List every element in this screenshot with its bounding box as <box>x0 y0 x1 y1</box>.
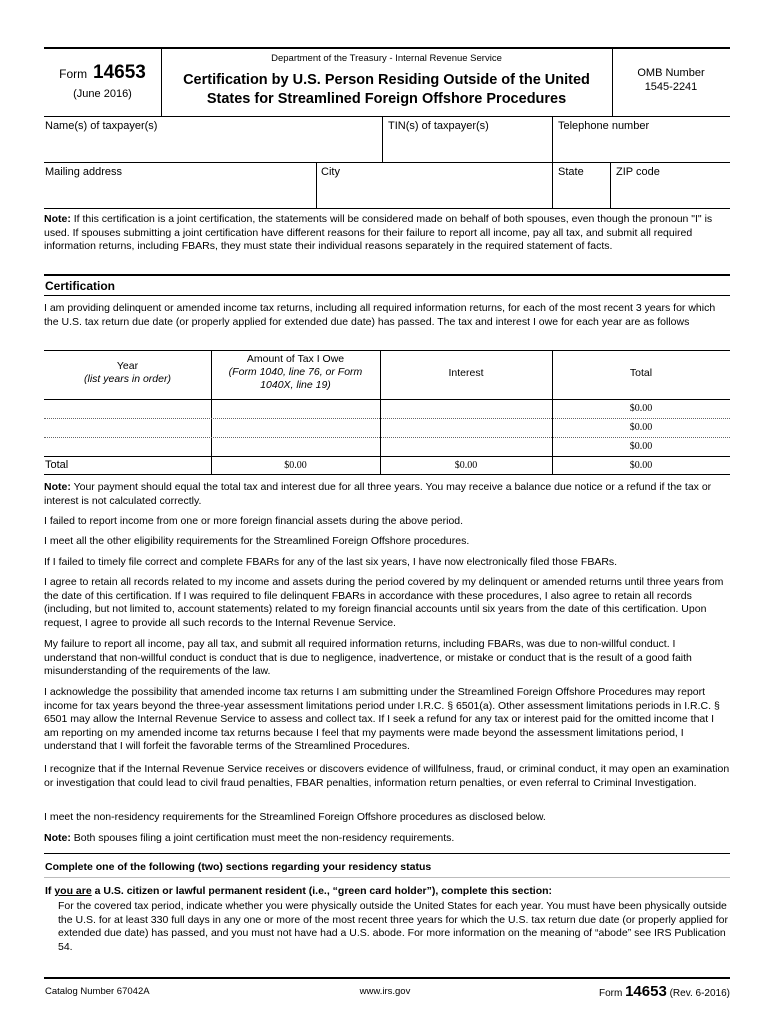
citizen-section-text: For the covered tax period, indicate whether you were physically outside the United States for each year. You must have been physically outside the U.S. for at least 330 full days in any one or more of the most recent three years for which the U.S. tax return due date (or properly applied for extended due date) has passed, and you must not have had a U.S. abode. For more information on the meaning of “abode” see IRS Publication 54. <box>58 900 729 953</box>
statement-willfulness: I recognize that if the Internal Revenue Service receives or discovers evidence of willfulness, fraud, or criminal conduct, it may open an examination or investigation that could lead to civil fraud penalties, FBAR penalties, information return penalties, or even referral to Criminal Investigation. <box>44 763 730 789</box>
taxpayer-names-input[interactable] <box>45 138 377 158</box>
col-header-interest: Interest <box>448 367 484 379</box>
divider-name-tin <box>382 116 383 162</box>
form-title <box>161 71 612 109</box>
header-top-rule <box>44 47 730 49</box>
mailing-address-input[interactable] <box>45 184 311 204</box>
payment-note-text: Your payment should equal the total tax and interest due for all three years. You may receive a balance due notice or a refund if the tax or interest is not calculated correctly. <box>44 481 712 507</box>
city-label: City <box>321 166 340 178</box>
col-year-label: Year <box>116 360 139 372</box>
table-header-rule <box>44 399 730 400</box>
fields-mid-rule <box>44 162 730 163</box>
certification-heading: Certification <box>45 279 116 293</box>
col-year-sub: (list years in order) <box>84 373 171 385</box>
footer-form-number: 14653 <box>625 983 667 1000</box>
footer-revision: (Rev. 6-2016) <box>669 988 730 999</box>
irs-website: www.irs.gov <box>359 986 411 997</box>
taxpayer-names-label: Name(s) of taxpayer(s) <box>45 120 158 132</box>
citizen-suffix: a U.S. citizen or lawful permanent resident (i.e., “green card holder”), complete this section: <box>91 885 553 897</box>
footer-form-id <box>599 982 730 1002</box>
divider-state-zip <box>610 162 611 208</box>
residency-heading-rule <box>44 877 730 878</box>
residency-heading: Complete one of the following (two) sections regarding your residency status <box>45 861 432 873</box>
spouses-note <box>44 832 730 846</box>
total-label: Total <box>45 459 69 471</box>
divider-city-state <box>552 162 553 208</box>
certification-heading-rule <box>44 295 730 296</box>
year-input-1[interactable] <box>46 401 208 416</box>
form-number: 14653 <box>93 62 146 83</box>
interest-input-2[interactable] <box>383 420 549 435</box>
catalog-number: Catalog Number 67042A <box>45 986 150 997</box>
payment-note <box>44 481 730 508</box>
statement-amended: I acknowledge the possibility that amended income tax returns I am submitting under the Streamlined Foreign Offshore Procedures may report income for tax years beyond the three-year assessment limitations period under I.R.C. § 6501(a). Other assessment limitations periods in I.R.C. § 6501 may allow the Internal Revenue Service to assess and collect tax. If I seek a refund for any tax or interest paid for the omitted income that I am reporting on my amended income tax returns because I feel that my payments were made beyond the assessment limitations period, I understand that I will forfeit the favorable terms of the Streamlined Procedures. <box>44 686 720 753</box>
col-tax-line3: 1040X, line 19) <box>260 379 331 391</box>
interest-input-1[interactable] <box>383 401 549 416</box>
divider-tin-phone <box>552 116 553 162</box>
year-input-2[interactable] <box>46 420 208 435</box>
form-label: Form <box>59 67 88 81</box>
table-row-rule-1 <box>44 418 730 419</box>
zip-label: ZIP code <box>616 166 660 178</box>
spouses-note-label: Note: <box>44 832 71 844</box>
joint-certification-note <box>44 213 730 254</box>
citizen-prefix: If <box>45 885 55 897</box>
statement-non-residency: I meet the non-residency requirements for the Streamlined Foreign Offshore procedures as disclosed below. <box>44 811 546 823</box>
omb-number: 1545-2241 <box>644 81 698 93</box>
tax-input-3[interactable] <box>214 439 377 454</box>
col-header-total: Total <box>629 367 653 379</box>
statement-non-willful: My failure to report all income, pay all tax, and submit all required information returns, including FBARs, was due to non-willful conduct. I understand that non-willful conduct is conduct that is due to negligence, inadvertence, or mistake or conduct that is the result of a good faith misunderstanding of the requirements of the law. <box>44 638 692 678</box>
statement-fbars: If I failed to timely file correct and complete FBARs for any of the last six years, I have now electronically filed those FBARs. <box>44 556 618 568</box>
total-interest: $0.00 <box>454 460 478 471</box>
year-input-3[interactable] <box>46 439 208 454</box>
state-input[interactable] <box>558 184 606 204</box>
footer-rule <box>44 977 730 979</box>
zip-input[interactable] <box>616 184 728 204</box>
col-header-tax <box>211 353 380 392</box>
table-total-rule <box>44 456 730 457</box>
footer-form-label: Form <box>598 988 623 999</box>
row-total-2: $0.00 <box>629 422 653 433</box>
payment-note-label: Note: <box>44 481 71 493</box>
col-header-year <box>44 360 211 386</box>
city-input[interactable] <box>321 184 547 204</box>
table-top-rule <box>44 350 730 351</box>
omb-block <box>612 66 730 94</box>
fields-bottom-rule <box>44 208 730 209</box>
note-label: Note: <box>44 213 71 225</box>
form-title-line2: States for Streamlined Foreign Offshore Procedures <box>206 91 567 107</box>
residency-top-rule <box>44 853 730 854</box>
col-tax-line2: (Form 1040, line 76, or Form <box>228 366 363 378</box>
total-total: $0.00 <box>629 460 653 471</box>
interest-input-3[interactable] <box>383 439 549 454</box>
telephone-label: Telephone number <box>558 120 650 132</box>
tax-input-2[interactable] <box>214 420 377 435</box>
form-id-block <box>44 60 161 86</box>
agency-name: Department of the Treasury - Internal Revenue Service <box>271 53 502 64</box>
row-total-1: $0.00 <box>629 403 653 414</box>
divider-address-city <box>316 162 317 208</box>
row-total-3: $0.00 <box>629 441 653 452</box>
tax-input-1[interactable] <box>214 401 377 416</box>
state-label: State <box>558 166 584 178</box>
statement-records: I agree to retain all records related to my income and assets during the period covered by my delinquent or amended returns until three years from the date of this certification. If I was required to file delinquent FBARs in accordance with these procedures, I also agree to retain all records (including, but not limited to, account statements) related to my foreign financial accounts until six years from the date of this certification. Upon request, I agree to provide all such records to the Internal Revenue Service. <box>44 576 724 629</box>
form-date: (June 2016) <box>73 88 132 100</box>
tin-input[interactable] <box>388 138 548 158</box>
citizen-underlined: you are <box>54 885 92 897</box>
joint-note-text: If this certification is a joint certification, the statements will be considered made on behalf of both spouses, even though the pronoun "I" is used. If spouses submitting a joint certification have different reasons for their failure to report all income, pay all tax, and submit all required information returns, including FBARs, they must state their individual reasons separately in the required statement of facts. <box>44 213 713 253</box>
tin-label: TIN(s) of taxpayer(s) <box>388 120 489 132</box>
telephone-input[interactable] <box>558 138 728 158</box>
certification-top-rule <box>44 274 730 276</box>
form-title-line1: Certification by U.S. Person Residing Outside of the United <box>183 72 590 88</box>
col-tax-line1: Amount of Tax I Owe <box>246 353 345 365</box>
omb-label: OMB Number <box>637 67 705 79</box>
table-row-rule-2 <box>44 437 730 438</box>
fields-top-rule <box>44 116 730 117</box>
mailing-address-label: Mailing address <box>45 166 123 178</box>
certification-intro: I am providing delinquent or amended income tax returns, including all required information returns, for each of the most recent 3 years for which the U.S. tax return due date (or properly applied for extended due date) has passed. The tax and interest I owe for each year are as follows <box>44 302 716 328</box>
table-bottom-rule <box>44 474 730 475</box>
citizen-section-heading <box>45 884 552 898</box>
total-tax: $0.00 <box>284 460 307 471</box>
statement-eligibility: I meet all the other eligibility requirements for the Streamlined Foreign Offshore procedures. <box>44 535 470 547</box>
statement-failed-report: I failed to report income from one or more foreign financial assets during the above period. <box>44 515 464 527</box>
spouses-note-text: Both spouses filing a joint certification must meet the non-residency requirements. <box>70 832 455 844</box>
